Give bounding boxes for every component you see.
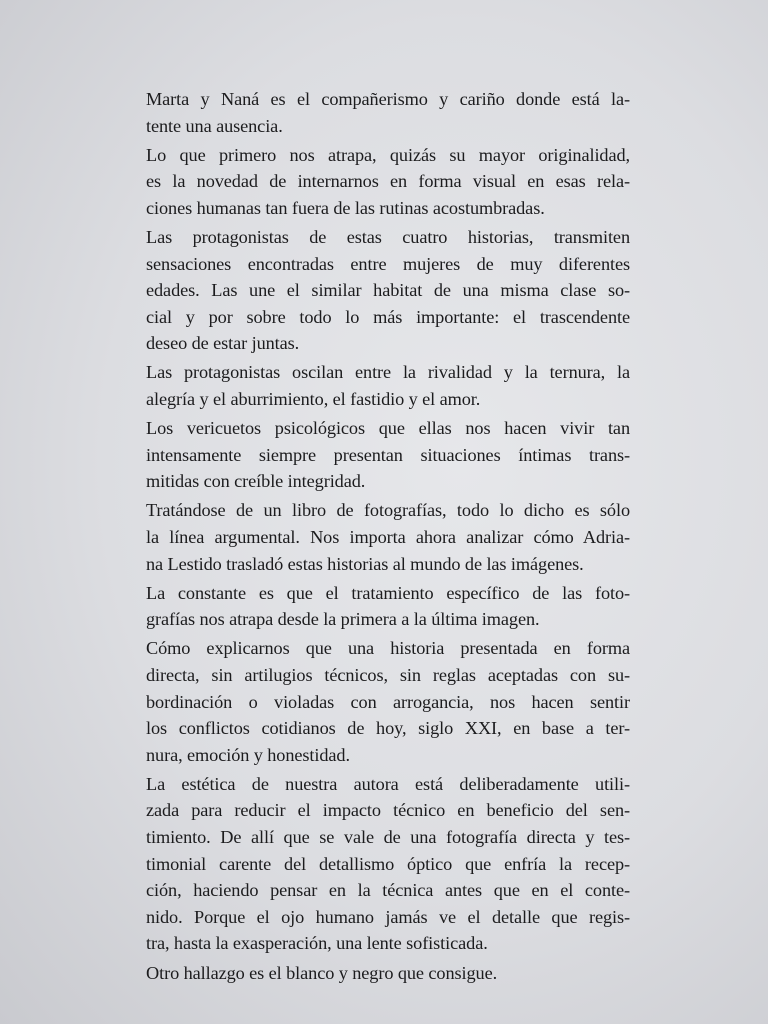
text-line: edades. Las une el similar habitat de una misma clase so-: [146, 280, 630, 301]
paragraph: [146, 86, 630, 139]
paragraph: [146, 497, 630, 577]
text-line: la línea argumental. Nos importa ahora analizar cómo Adria-: [146, 527, 630, 547]
text-line: La estética de nuestra autora está deliberadamente utili-: [146, 773, 630, 794]
text-line: tra, hasta la exasperación, una lente sofisticada.: [146, 933, 488, 954]
text-line: deseo de estar juntas.: [146, 333, 300, 354]
text-line: cial y por sobre todo lo más importante: el trascendente: [146, 306, 630, 327]
paragraph: [146, 359, 630, 412]
paragraph: [146, 224, 630, 357]
text-line: timonial carente del detallismo óptico que enfría la recep-: [146, 853, 630, 874]
text-line: na Lestido trasladó estas historias al mundo de las imágenes.: [146, 553, 584, 574]
text-line: alegría y el aburrimiento, el fastidio y el amor.: [146, 389, 481, 410]
text-line: mitidas con creíble integridad.: [146, 471, 366, 492]
text-line: sensaciones encontradas entre mujeres de muy diferentes: [146, 253, 630, 274]
paragraph: [146, 142, 630, 222]
paragraph: [146, 580, 630, 633]
text-line: es la novedad de internarnos en forma visual en esas rela-: [146, 171, 630, 192]
text-line: Lo que primero nos atrapa, quizás su mayor originalidad,: [146, 144, 630, 165]
text-line: nido. Porque el ojo humano jamás ve el detalle que regis-: [146, 906, 630, 927]
text-line: La constante es que el tratamiento específico de las foto-: [146, 582, 630, 603]
text-line: bordinación o violadas con arrogancia, nos hacen sentir: [146, 691, 630, 712]
text-line: los conflictos cotidianos de hoy, siglo XXI, en base a ter-: [146, 718, 630, 739]
text-line: Cómo explicarnos que una historia presentada en forma: [146, 638, 630, 659]
paragraph: [146, 771, 630, 957]
text-line: tente una ausencia.: [146, 115, 283, 136]
text-line: Los vericuetos psicológicos que ellas nos hacen vivir tan: [146, 418, 630, 439]
paragraph: [146, 960, 630, 987]
text-line: directa, sin artilugios técnicos, sin reglas aceptadas con su-: [146, 664, 630, 685]
text-line: grafías nos atrapa desde la primera a la última imagen.: [146, 609, 540, 630]
paragraph: [146, 415, 630, 495]
text-line: zada para reducir el impacto técnico en beneficio del sen-: [146, 800, 630, 821]
text-line: intensamente siempre presentan situaciones íntimas trans-: [146, 444, 630, 465]
text-line: Las protagonistas oscilan entre la rivalidad y la ternura, la: [146, 362, 630, 383]
text-line: Otro hallazgo es el blanco y negro que consigue.: [146, 962, 498, 983]
text-line: Las protagonistas de estas cuatro historias, transmiten: [146, 226, 630, 247]
text-line: Tratándose de un libro de fotografías, todo lo dicho es sólo: [146, 500, 630, 521]
paragraph: [146, 635, 630, 768]
body-text: [146, 86, 630, 989]
text-line: ción, haciendo pensar en la técnica antes que en el conte-: [146, 880, 630, 901]
text-line: Marta y Naná es el compañerismo y cariño donde está la-: [146, 89, 630, 109]
text-line: timiento. De allí que se vale de una fotografía directa y tes-: [146, 827, 630, 848]
text-line: ciones humanas tan fuera de las rutinas acostumbradas.: [146, 197, 545, 218]
text-line: nura, emoción y honestidad.: [146, 744, 350, 765]
